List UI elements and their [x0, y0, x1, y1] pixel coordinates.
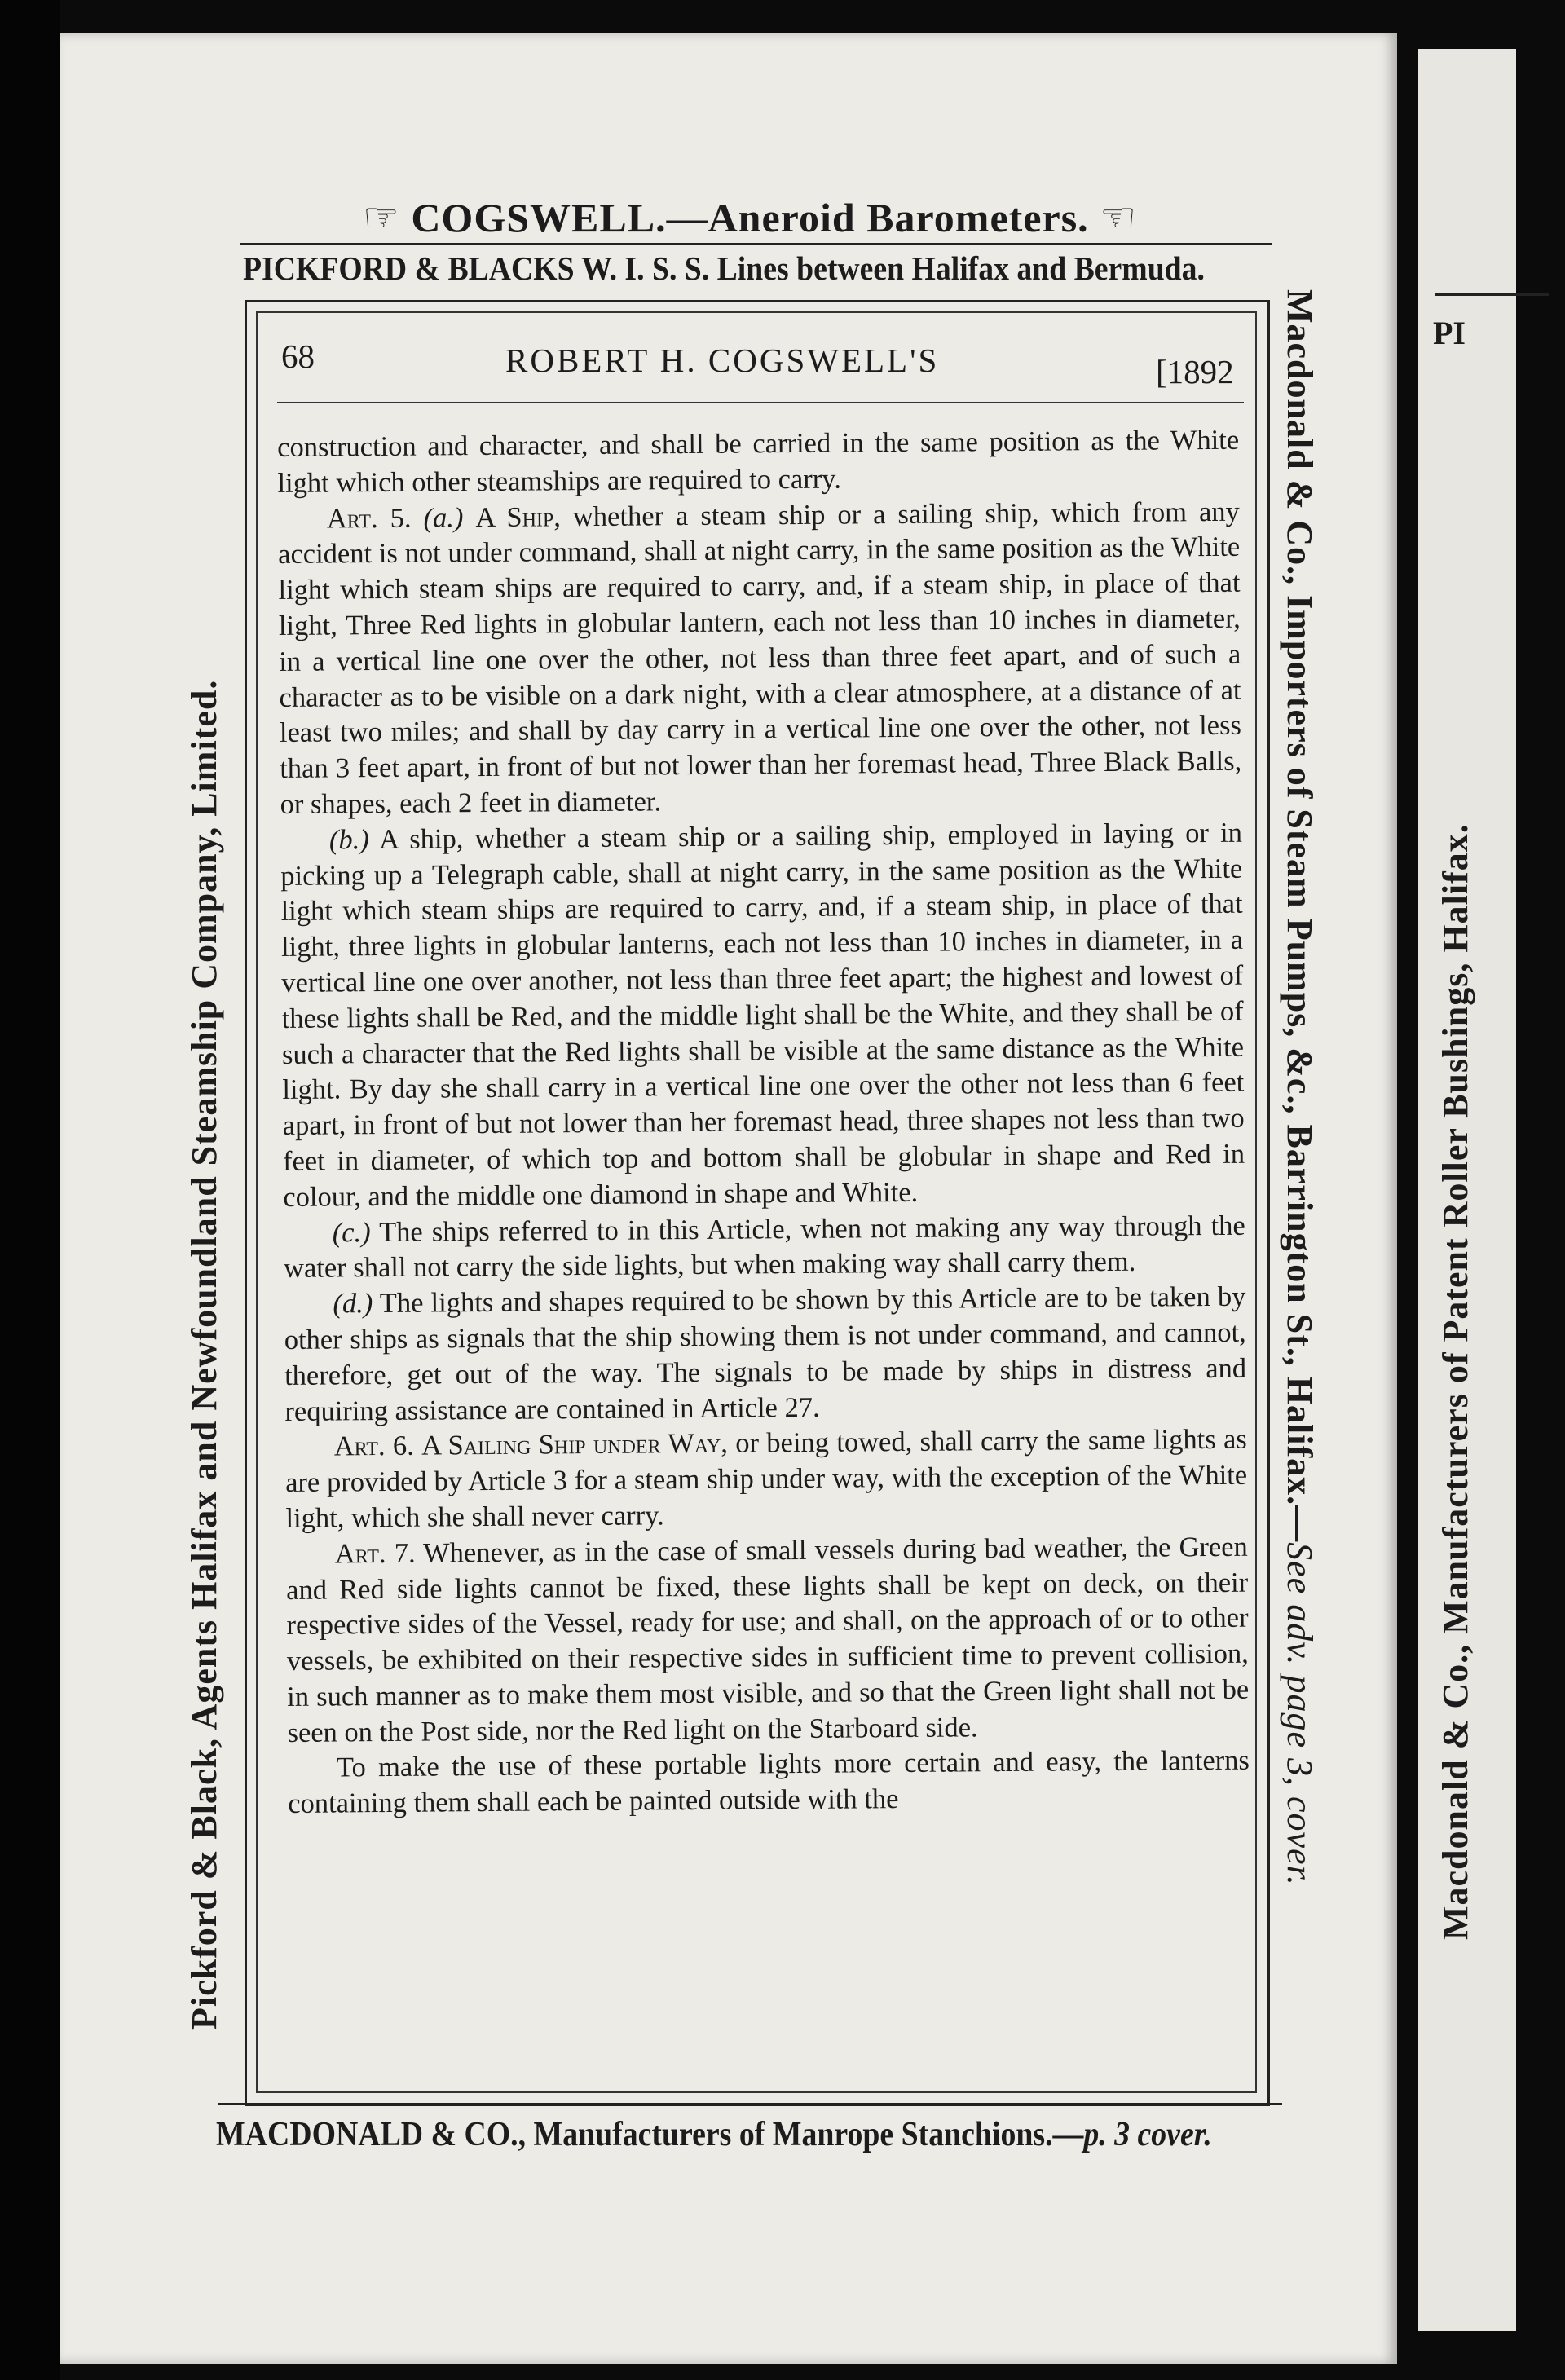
sub-label: (d.)	[333, 1288, 373, 1320]
paragraph-text: A ship, whether a steam ship or a sailing ship, employed in laying or in picking up a Telegraph cable, shall at night carry, in the same position as the White light which steam ships are required to carry, and, if a steam ship, in place of that light, three lights in globular lanterns, each not less than 10 inches in diameter, in a vertical line one over another, not less than three feet apart; the highest and lowest of these lights shall be Red, and the middle light shall be the White, and they shall be of such a character that the Red lights shall be visible at the same distance as the White light. By day she shall carry in a vertical line one over the other not less than 6 feet apart, in front of but not lower than her foremast head, three shapes not less than two feet in diameter, of which top and bottom shall be globular in shape and Red in colour, and the middle one diamond in shape and White.	[280, 817, 1245, 1213]
small-caps-term: A Sailing Ship under Way,	[421, 1428, 729, 1461]
article-label: Art. 7.	[334, 1537, 416, 1570]
top-advertisement	[363, 194, 1137, 241]
running-title: ROBERT H. COGSWELL'S	[505, 342, 940, 379]
paragraph-text: Whenever, as in the case of small vessels during bad weather, the Green and Red side lights cannot be fixed, these lights shall be kept on deck, on their respective sides of the Vessel, ready for use; and shall, on the approach of or to other vessels, be exhibited on their respective sides in sufficient time to prevent collision, in such manner as to make them most visible, and so that the Green light shall not be seen on the Post side, nor the Red light on the Starboard side.	[286, 1531, 1250, 1748]
top-sub-advertisement: PICKFORD & BLACKS W. I. S. S. Lines between Halifax and Bermuda.	[243, 249, 1205, 287]
paragraph: To make the use of these portable lights more certain and easy, the lanterns containing them shall each be painted outside with the	[288, 1745, 1250, 1820]
scan-edge-left	[0, 0, 60, 2380]
paragraph	[280, 815, 1245, 1215]
paragraph	[284, 1280, 1246, 1430]
paragraph	[285, 1422, 1248, 1537]
bottom-advertisement	[216, 2115, 1212, 2154]
article-label: Art. 5.	[326, 502, 412, 535]
running-year: [1892	[1156, 353, 1234, 390]
facing-page-fragment: PI	[1433, 315, 1466, 351]
paragraph	[278, 494, 1242, 822]
paragraph-text: The lights and shapes required to be shown by this Article are to be taken by other ships as signals that the ship showing them is not under command, and cannot, therefore, get out of the way. The signals to be made by ships in distress and requiring assistance are contained in Article 27.	[284, 1280, 1247, 1427]
facing-page-rule	[1435, 293, 1549, 296]
right-vertical-text: Macdonald & Co., Importers of Steam Pumps, &c., Barrington St., Halifax.—	[1280, 289, 1320, 1543]
facing-page-edge	[1418, 49, 1516, 2331]
paragraph-text: whether a steam ship or a sailing ship, which from any accident is not under command, shall at night carry, in the same position as the White light which steam ships are required to carry, and, if a steam ship, in place of that light, Three Red lights in globular lantern, each not less than 10 inches in diameter, in a vertical line one over the other, not less than three feet apart, and of such a character as to be visible on a dark night, with a clear atmosphere, at a distance of at least two miles; and shall by day carry in a vertical line one over the other, not less than 3 feet apart, in front of but not lower than her foremast head, Three Black Balls, or shapes, each 2 feet in diameter.	[278, 496, 1242, 820]
facing-page-vertical-ad: Macdonald & Co., Manufacturers of Patent Roller Bushings, Halifax.	[1435, 823, 1475, 1940]
paragraph-text: or being towed, shall carry the same lights as are provided by Article 3 for a steam ship under way, with the exception of the White light, which she shall never carry.	[284, 1424, 1248, 1534]
bottom-advertisement-text: MACDONALD & CO., Manufacturers of Manrope Stanchions.—	[216, 2116, 1084, 2153]
sub-label: (b.)	[328, 823, 369, 856]
header-rule	[277, 402, 1244, 403]
small-caps-term: A Ship,	[475, 500, 562, 533]
bottom-rule	[218, 2103, 1282, 2105]
right-vertical-advertisement	[1279, 289, 1320, 1886]
paragraph-text: The ships referred to in this Article, when not making any way through the water shall not carry the side lights, but when making way shall carry them.	[283, 1210, 1245, 1285]
top-rule	[240, 243, 1272, 245]
left-vertical-advertisement: Pickford & Black, Agents Halifax and Newfoundland Steamship Company, Limited.	[184, 679, 224, 2030]
sub-label: (a.)	[423, 501, 464, 534]
sub-label: (c.)	[332, 1216, 371, 1249]
paragraph	[284, 1208, 1246, 1287]
paragraph	[286, 1529, 1250, 1751]
right-vertical-ref: See adv. page 3, cover.	[1280, 1542, 1320, 1886]
page-number: 68	[281, 337, 315, 375]
top-advertisement-text: COGSWELL.—Aneroid Barometers.	[411, 195, 1089, 240]
pointing-hand-icon: ☜	[1100, 195, 1137, 240]
bottom-advertisement-ref: p. 3 cover.	[1083, 2116, 1212, 2153]
body-text	[277, 423, 1250, 1822]
article-label: Art. 6.	[333, 1430, 414, 1462]
paragraph: construction and character, and shall be carried in the same position as the White light which other steamships are required to carry.	[277, 424, 1240, 499]
pointing-hand-icon: ☞	[363, 195, 400, 240]
